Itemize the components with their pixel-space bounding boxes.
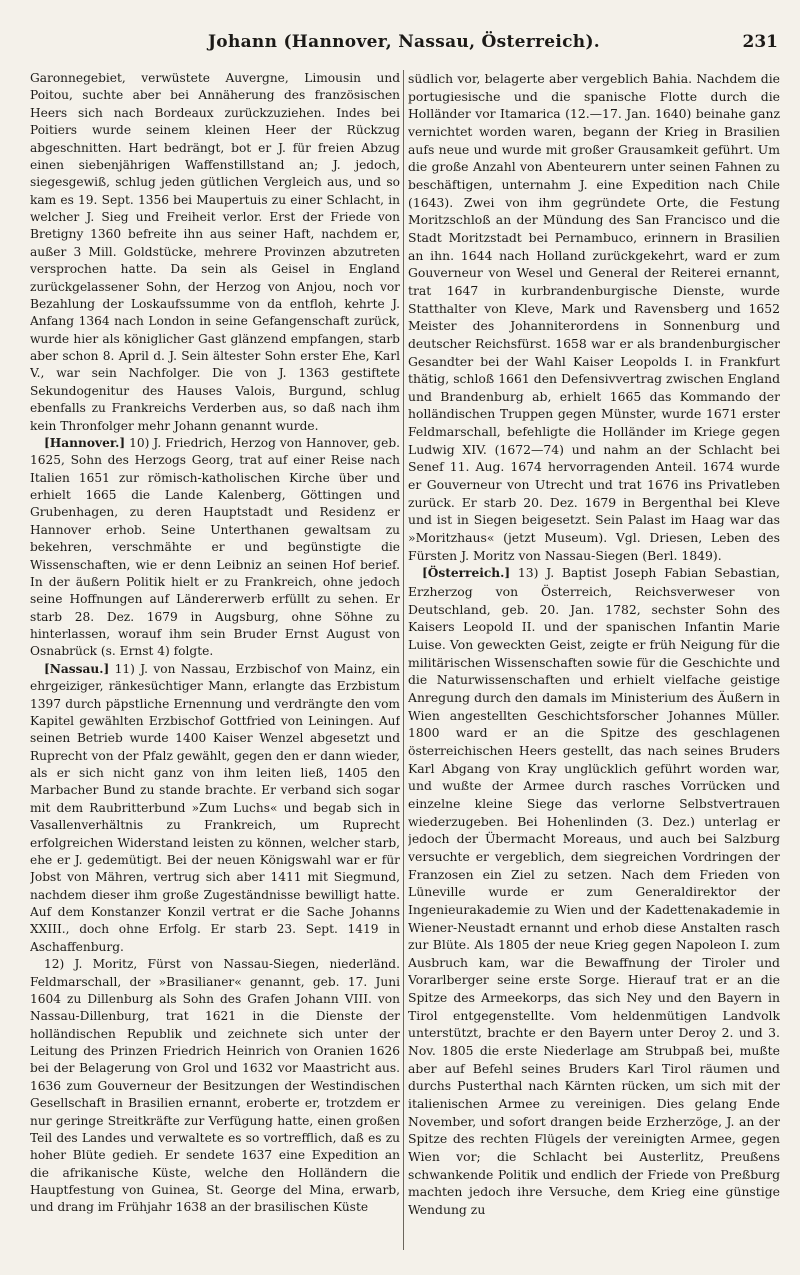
running-title: Johann (Hannover, Nassau, Österreich). bbox=[207, 32, 601, 52]
section-tag: [Hannover.] bbox=[44, 435, 126, 450]
page-header bbox=[30, 32, 778, 58]
paragraph: 12) J. Moritz, Fürst von Nassau-Siegen, niederländ. Feldmarschall, der »Brasilianer« genannt, geb. 17. Juni 1604 zu Dillenburg als Sohn des Grafen Johann VIII. von Nassau-Dillenburg, trat 1621 in die Dienste der holländischen Republik und zeichnete sich unter der Leitung des Prinzen Friedrich Heinrich von Oranien 1626 bei der Belagerung von Grol und 1632 vor Maastricht aus. 1636 zum Gouverneur der Besitzungen der Westindischen Gesellschaft in Brasilien ernannt, eroberte er, trotzdem er nur geringe Streitkräfte zur Verfügung hatte, einen großen Teil des Landes und verwaltete es so vortrefflich, daß es zu hoher Blüte gedieh. Er sendete 1637 eine Expedition an die afrikanische Küste, welche den Holländern die Hauptfestung von Guinea, St. George del Mina, erwarb, und drang im Frühjahr 1638 an der brasilischen Küste bbox=[30, 957, 400, 1215]
paragraph bbox=[30, 661, 400, 956]
paragraph-text: 11) J. von Nassau, Erzbischof von Mainz, ein ehrgeiziger, ränkesüchtiger Mann, erlangte das Erzbistum 1397 durch päpstliche Ernennung und verdrängte den vom Kapitel gewählten Erzbischof Gottfried von Leiningen. Auf seinen Betrieb wurde 1400 Kaiser Wenzel abgesetzt und Ruprecht von der Pfalz gewählt, gegen den er dann wieder, als er sich nicht ganz von ihm leiten ließ, 1405 den Marbacher Bund zu stande brachte. Er verband sich sogar mit dem Raubritterbund »Zum Luchs« und begab sich in Vasallenverhältnis zu Frankreich, um Ruprecht erfolgreichen Widerstand leisten zu können, welcher starb, ehe er J. gedemütigt. Bei der neuen Königswahl war er für Jobst von Mähren, vertrug sich aber 1411 mit Siegmund, nachdem dieser ihm große Zugeständnisse bewilligt hatte. Auf dem Konstanzer Konzil vertrat er die Sache Johanns XXIII., doch ohne Erfolg. Er starb 23. Sept. 1419 in Aschaffenburg. bbox=[30, 661, 400, 954]
page-number: 231 bbox=[742, 32, 778, 52]
paragraph bbox=[408, 564, 780, 1218]
paragraph: Garonnegebiet, verwüstete Auvergne, Limousin und Poitou, suchte aber bei Annäherung des französischen Heers sich nach Bordeaux zurückzuziehen. Indes bei Poitiers wurde seinem kleinen Heer der Rückzug abgeschnitten. Hart bedrängt, bot er J. für freien Abzug einen siebenjährigen Waffenstillstand an; J. jedoch, siegesgewiß, schlug jeden gütlichen Vergleich aus, und so kam es 19. Sept. 1356 bei Maupertuis zu einer Schlacht, in welcher J. Sieg und Freiheit verlor. Erst der Friede von Bretigny 1360 befreite ihn aus seiner Haft, nachdem er, außer 3 Mill. Goldstücke, mehrere Provinzen abzutreten versprochen hatte. Da sein als Geisel in England zurückgelassener Sohn, der Herzog von Anjou, noch vor Bezahlung der Loskaufssumme von da entfloh, kehrte J. Anfang 1364 nach London in seine Gefangenschaft zurück, wurde hier als königlicher Gast glänzend empfangen, starb aber schon 8. April d. J. Sein ältester Sohn erster Ehe, Karl V., war sein Nachfolger. Die von J. 1363 gestiftete Sekundogenitur des Hauses Valois, Burgund, schlug ebenfalls zu Frankreichs Verderben aus, so daß nach ihm kein Thronfolger mehr Johann genannt wurde. bbox=[30, 71, 400, 433]
right-column bbox=[408, 70, 780, 1255]
paragraph bbox=[30, 435, 400, 661]
column-divider bbox=[403, 70, 404, 1250]
section-tag: [Österreich.] bbox=[422, 566, 511, 581]
paragraph-text: 10) J. Friedrich, Herzog von Hannover, geb. 1625, Sohn des Herzogs Georg, trat auf einer Reise nach Italien 1651 zur römisch-katholischen Kirche über und erhielt 1665 die Lande Kalenberg, Göttingen und Grubenhagen, zu deren Hauptstadt und Residenz er Hannover erhob. Seine Unterthanen gewaltsam zu bekehren, verschmähte er und begünstigte die Wissenschaften, wie er denn Leibniz an seinen Hof berief. In der äußern Politik hielt er zu Frankreich, ohne jedoch seine Hoffnungen auf Ländererwerb erfüllt zu sehen. Er starb 28. Dez. 1679 in Augsburg, ohne Söhne zu hinterlassen, worauf ihm sein Bruder Ernst August von Osnabrück (s. Ernst 4) folgte. bbox=[30, 435, 400, 659]
left-column bbox=[30, 70, 400, 1255]
paragraph: südlich vor, belagerte aber vergeblich Bahia. Nachdem die portugiesische und die spanische Flotte durch die Holländer vor Itamarica (12.—17. Jan. 1640) beinahe ganz vernichtet worden waren, begann der Krieg in Brasilien aufs neue und wurde mit großer Grausamkeit geführt. Um die große Anzahl von Abenteurern unter seinen Fahnen zu beschäftigen, unternahm J. eine Expedition nach Chile (1643). Zwei von ihm gegründete Orte, die Festung Moritzschloß an der Mündung des San Francisco und die Stadt Moritzstadt bei Pernambuco, erinnern in Brasilien an ihn. 1644 nach Holland zurückgekehrt, ward er zum Gouverneur von Wesel und General der Reiterei ernannt, trat 1647 in kurbrandenburgische Dienste, wurde Statthalter von Kleve, Mark und Ravensberg und 1652 Meister des Johanniterordens in Sonnenburg und deutscher Reichsfürst. 1658 war er als brandenburgischer Gesandter bei der Wahl Kaiser Leopolds I. in Frankfurt thätig, schloß 1661 den Defensivvertrag zwischen England und Brandenburg ab, erhielt 1665 das Kommando der holländischen Truppen gegen Münster, wurde 1671 erster Feldmarschall, befehligte die Holländer im Kriege gegen Ludwig XIV. (1672—74) und nahm an der Schlacht bei Senef 11. Aug. 1674 hervorragenden Anteil. 1674 wurde er Gouverneur von Utrecht und trat 1676 ins Privatleben zurück. Er starb 20. Dez. 1679 in Bergenthal bei Kleve und ist in Siegen beigesetzt. Sein Palast im Haag war das »Moritzhaus« (jetzt Museum). Vgl. Driesen, Leben des Fürsten J. Moritz von Nassau-Siegen (Berl. 1849). bbox=[408, 71, 780, 563]
paragraph-text: 13) J. Baptist Joseph Fabian Sebastian, Erzherzog von Österreich, Reichsverweser von Deutschland, geb. 20. Jan. 1782, sechster Sohn des Kaisers Leopold II. und der spanischen Infantin Marie Luise. Von geweckten Geist, zeigte er früh Neigung für die militärischen Wissenschaften sowie für die Geschichte und die Naturwissenschaften und erhielt vielfache geistige Anregung durch den damals im Ministerium des Äußern in Wien angestellten Geschichtsforscher Johannes Müller. 1800 ward er an die Spitze des geschlagenen österreichischen Heers gestellt, das nach seines Bruders Karl Abgang von Kray unglücklich geführt worden war, und wußte der Armee durch rasches Vorrücken und einzelne kleine Siege das verlorne Selbstvertrauen wiederzugeben. Bei Hohenlinden (3. Dez.) unterlag er jedoch der Übermacht Moreaus, und auch bei Salzburg versuchte er vergeblich, dem siegreichen Vordringen der Franzosen ein Ziel zu setzen. Nach dem Frieden von Lüneville wurde er zum Generaldirektor der Ingenieurakademie zu Wien und der Kadettenakademie in Wiener-Neustadt ernannt und erhob diese Anstalten rasch zur Blüte. Als 1805 der neue Krieg gegen Napoleon I. zum Ausbruch kam, war die Bewaffnung der Tiroler und Vorarlberger seine erste Sorge. Hierauf trat er an die Spitze des Armeekorps, das sich Ney und den Bayern in Tirol entgegenstellte. Vom heldenmütigen Landvolk unterstützt, brachte er den Bayern unter Deroy 2. und 3. Nov. 1805 die erste Niederlage am Strubpaß bei, mußte aber auf Befehl seines Bruders Karl Tirol räumen und durchs Pusterthal nach Kärnten rücken, um sich mit der italienischen Armee zu vereinigen. Dies gelang Ende November, und sofort drangen beide Erzherzöge, J. an der Spitze des rechten Flügels der vereinigten Armee, gegen Wien vor; die Schlacht bei Austerlitz, Preußens schwankende Politik und endlich der Friede von Preßburg machten jedoch ihre Versuche, dem Krieg eine günstige Wendung zu bbox=[408, 565, 780, 1217]
section-tag: [Nassau.] bbox=[44, 661, 110, 676]
